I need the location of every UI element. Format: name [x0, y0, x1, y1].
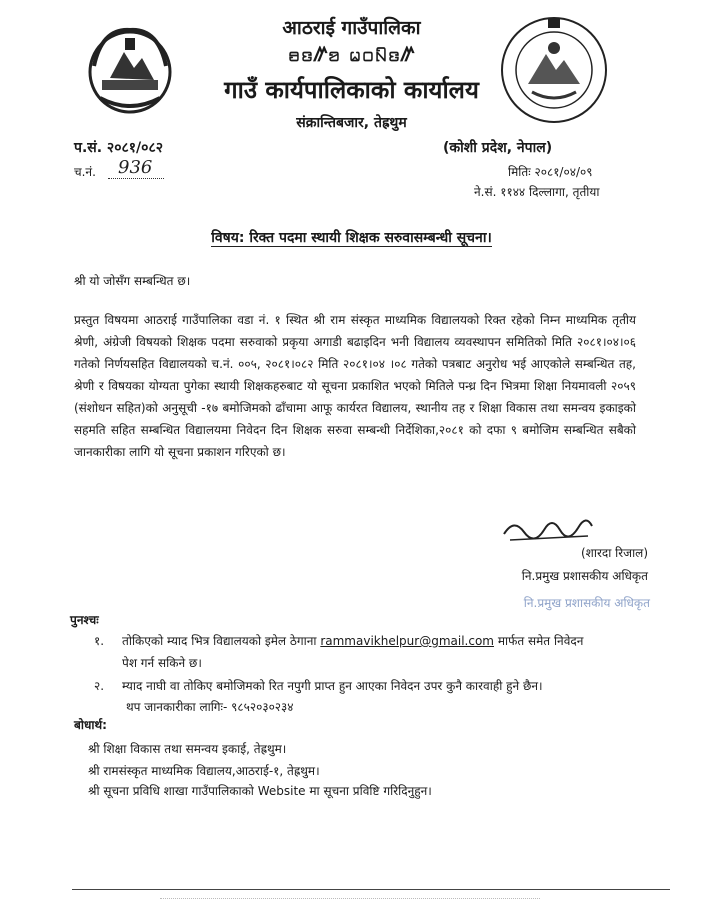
postscript-item [94, 675, 654, 697]
subject-line [0, 228, 703, 247]
postscript-item-number: २. [94, 679, 105, 693]
postscript-item-number: १. [94, 634, 105, 648]
fiscal-year: प.सं. २०८१/०८२ [74, 140, 163, 156]
letter-date: मितिः २०८१/०४/०९ [508, 165, 593, 179]
postscript-heading: पुनश्चः [70, 613, 99, 627]
signatory-title: नि.प्रमुख प्रशासकीय अधिकृत [521, 569, 648, 583]
postscript-item-continuation: पेश गर्न सकिने छ। [122, 656, 202, 670]
office-name: गाउँ कार्यपालिकाको कार्यालय [224, 76, 479, 104]
limbu-municipality-name: ꤋꤢꤼꤤ ꤗ꤀ꤡꤢꤼ [287, 42, 415, 66]
contact-info: थप जानकारीका लागिः- ९८५२०३०२३४ [126, 700, 294, 714]
cc-item: श्री सूचना प्रविधि शाखा गाउँपालिकाको Website मा सूचना प्रविष्टि गरिदिनुहुन। [88, 784, 432, 798]
office-location: संक्रान्तिबजार, तेह्रथुम [296, 115, 407, 131]
footer-faded-text [160, 898, 540, 907]
postscript-item-line [122, 630, 583, 652]
postscript-item-text: म्याद नाघी वा तोकिए बमोजिमको रित नपुगी प्राप्त हुन आएका निवेदन उपर कुनै कारवाही हुने छैन। [122, 679, 543, 693]
dispatch-label: च.नं. [74, 165, 96, 179]
signature-stamp: नि.प्रमुख प्रशासकीय अधिकृत [523, 596, 650, 610]
signature-scrawl [500, 508, 596, 548]
cc-item: श्री रामसंस्कृत माध्यमिक विद्यालय,आठराई-१, तेह्रथुम। [88, 764, 320, 778]
salutation: श्री यो जोसँग सम्बन्धित छ। [74, 274, 191, 288]
subject-text: विषय: रिक्त पदमा स्थायी शिक्षक सरुवासम्बन्धी सूचना। [211, 230, 492, 246]
notice-body: प्रस्तुत विषयमा आठराई गाउँपालिका वडा नं. १ स्थित श्री राम संस्कृत माध्यमिक विद्यालयको रिक्त रहेको निम्न माध्यमिक तृतीय श्रेणी, अंग्रेजी विषयको शिक्षक पदमा सरुवाको प्रकृया अगाडी बढाइदिन भनी विद्यालय व्यवस्थापन समितिको मिति २०८१।०४।०६ गतेको निर्णयसहित विद्यालयको च.नं. ००५, २०८१।०८२ मिति २०८१।०४ ।०८ गतेको पत्रबाट अनुरोध भई आएकोले सम्बन्धित तह, श्रेणी र विषयका योग्यता पुगेका स्थायी शिक्षकहरुबाट यो सूचना प्रकाशित भएको मितिले पन्ध्र दिन भित्रमा शिक्षा नियमावली २०५९ (संशोधन सहित)को अनुसूची -१७ बमोजिमको ढाँचामा आफू कार्यरत विद्यालय, स्थानीय तह र शिक्षा विकास तथा समन्वय इकाइको सहमति सहित सम्बन्धित विद्यालयमा निवेदन दिन शिक्षक सरुवा सम्बन्धी निर्देशिका,२०८१ को दफा ९ बमोजिम सम्बन्धित सबैको जानकारीका लागि यो सूचना प्रकाशन गरिएको छ। [74, 313, 636, 459]
dispatch-number: 936 [118, 157, 153, 178]
cc-heading: बोधार्थ: [74, 718, 107, 732]
school-email-link[interactable]: rammavikhelpur@gmail.com [320, 634, 494, 648]
municipality-name: आठराई गाउँपालिका [282, 17, 421, 39]
signatory-name: (शारदा रिजाल) [581, 546, 648, 560]
province: (कोशी प्रदेश, नेपाल) [443, 140, 553, 156]
postscript-item-text: मार्फत समेत निवेदन [497, 634, 584, 648]
footer-divider [72, 889, 670, 890]
postscript-item-text: तोकिएको म्याद भित्र विद्यालयको इमेल ठेगाना [122, 634, 317, 648]
dispatch-underline [108, 178, 164, 179]
nepal-era-date: ने.सं. ११४४ दिल्लागा, तृतीया [474, 185, 600, 199]
cc-item: श्री शिक्षा विकास तथा समन्वय इकाई, तेह्रथुम। [88, 742, 287, 756]
